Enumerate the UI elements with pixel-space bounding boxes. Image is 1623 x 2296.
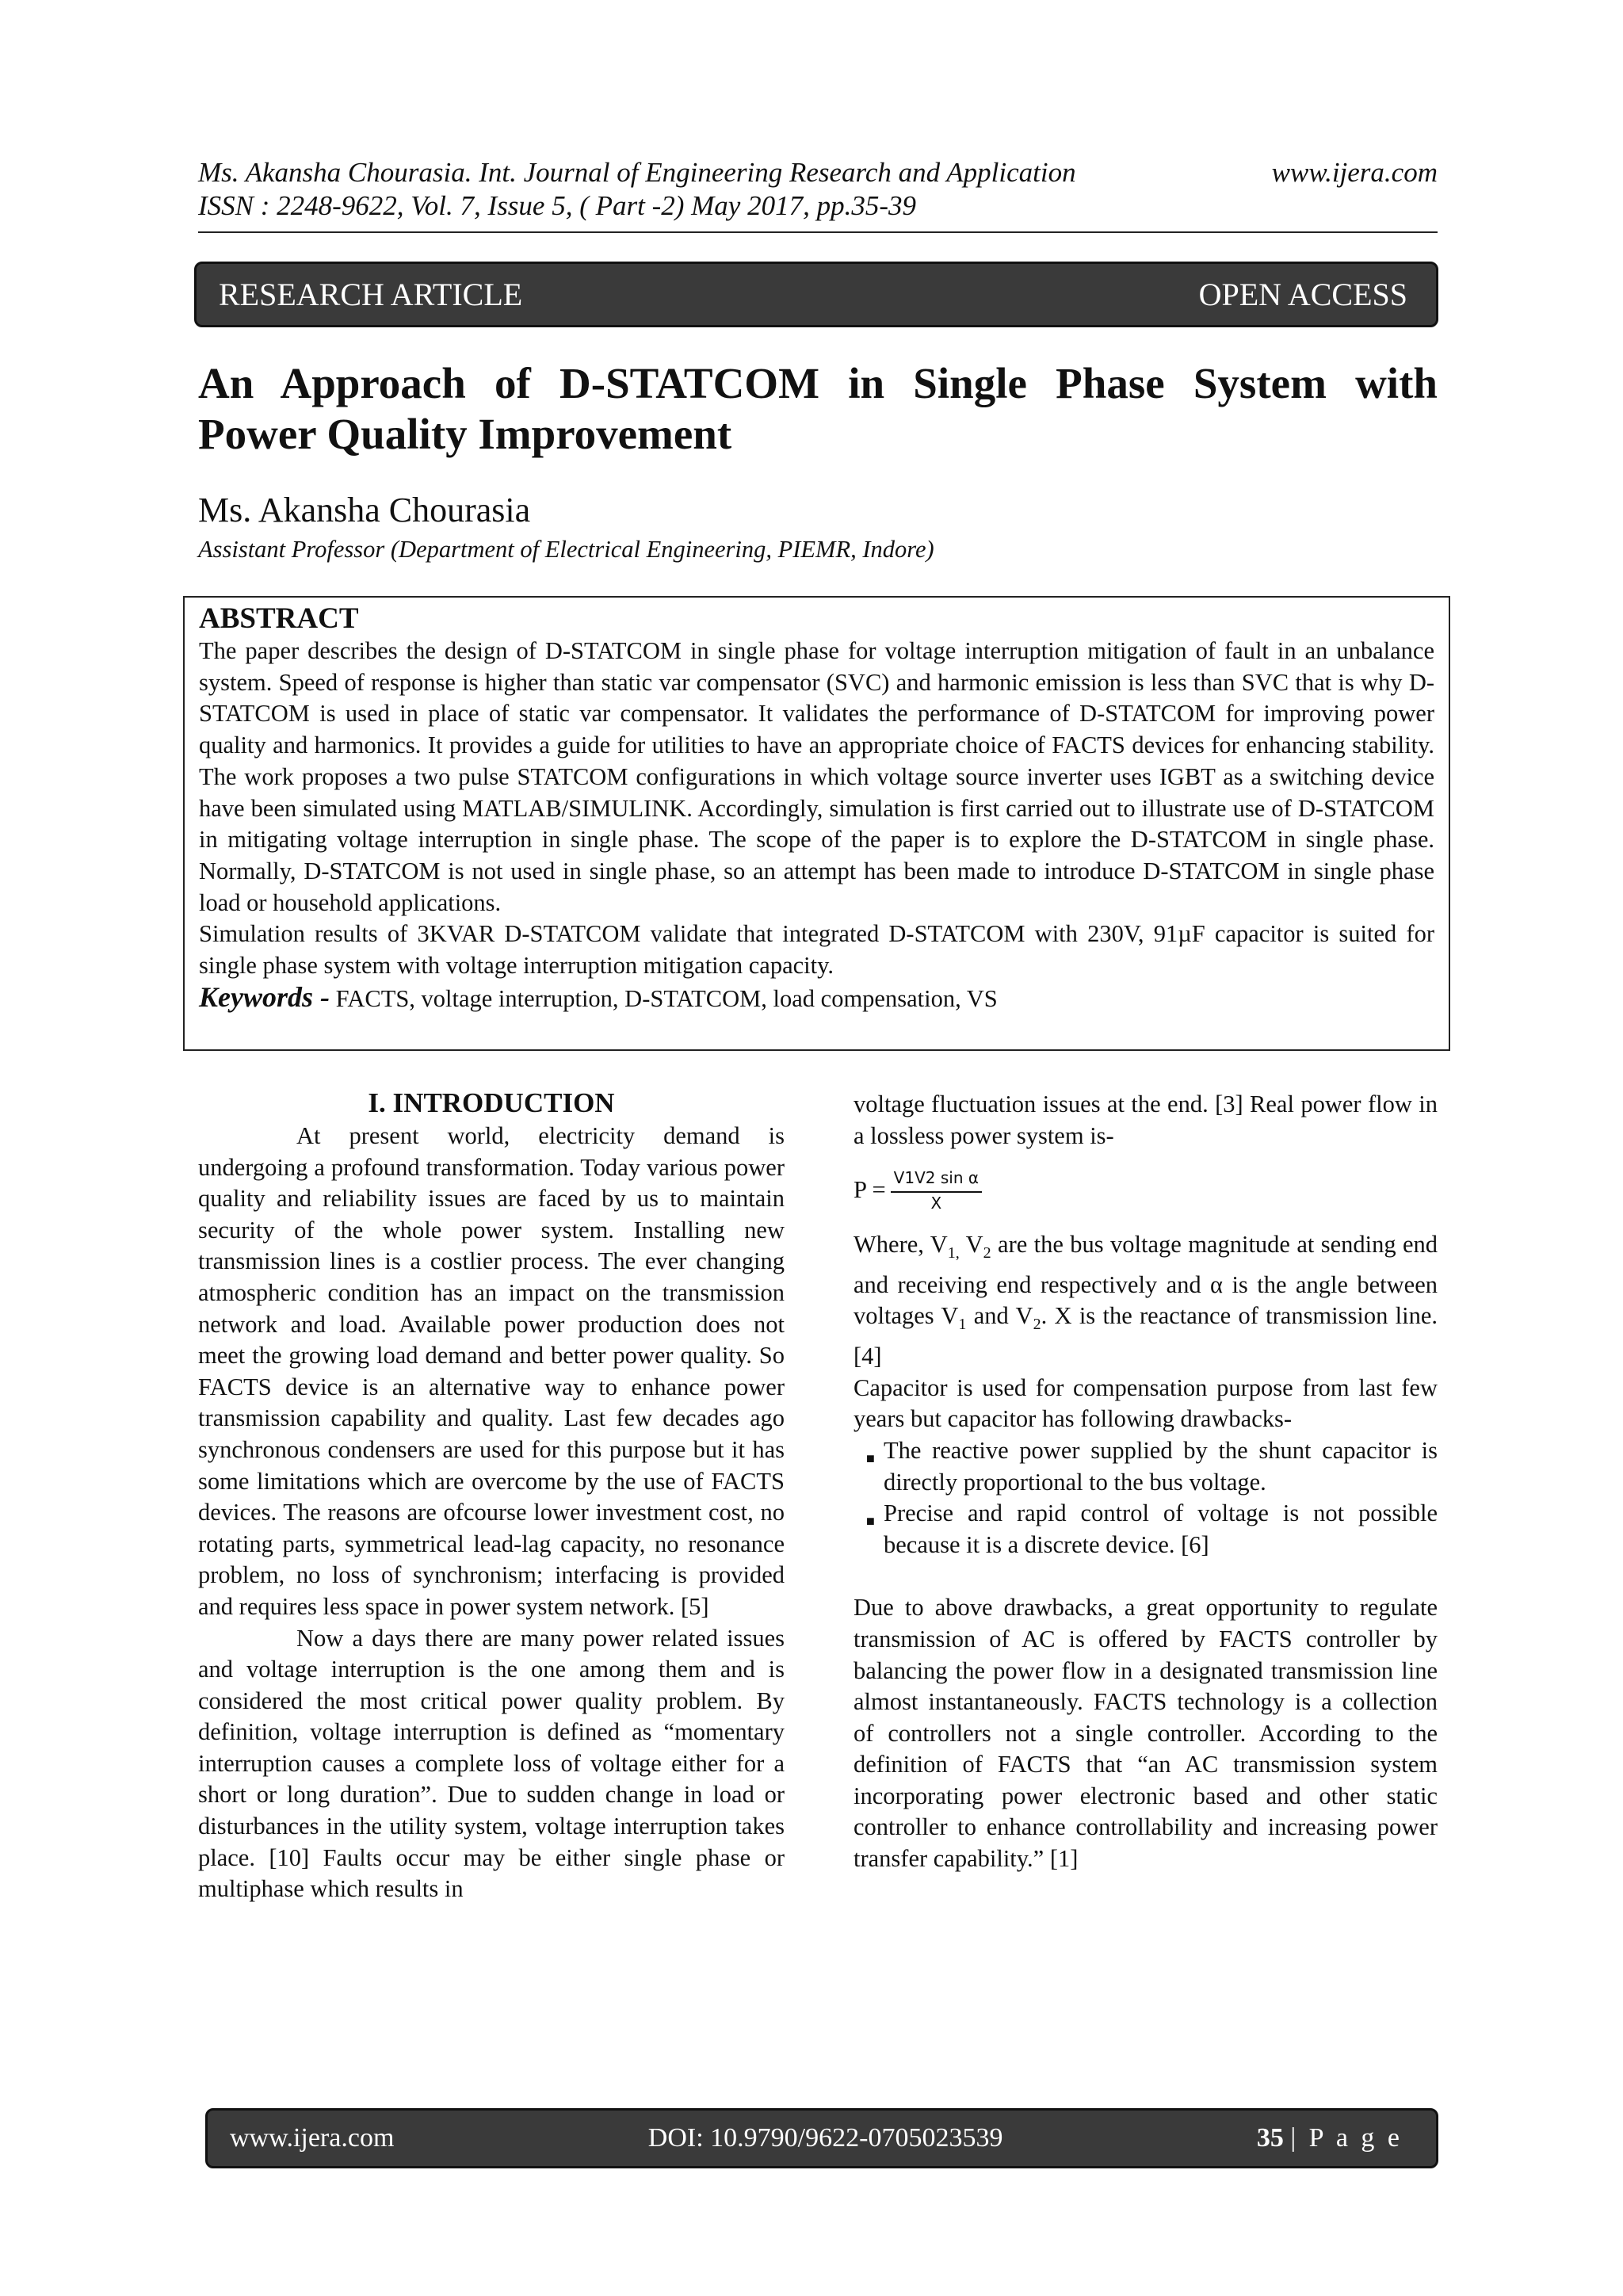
- section-heading-introduction: I. INTRODUCTION: [368, 1087, 615, 1118]
- bullet-icon: ■: [866, 1450, 875, 1466]
- right-paragraph-4: Due to above drawbacks, a great opportunity to regulate transmission of AC is offered by FACTS controller by balancing the power flow in a designated transmission line almost instantaneously. FACTS technology is a collection of controllers not a single controller. According to the definition of FACTS that “an AC transmission system incorporating power electronic based and other static controller to enhance controllability and increasing power transfer capability.” [1]: [854, 1594, 1438, 1873]
- right-column: [854, 1089, 1438, 1875]
- abstract-box: [183, 596, 1450, 1051]
- power-equation: [854, 1152, 1438, 1229]
- bullet-text-1: The reactive power supplied by the shunt capacitor is directly proportional to the bus voltage.: [884, 1436, 1438, 1496]
- paper-title: [198, 358, 1438, 460]
- title-line-1: An Approach of D-STATCOM in Single Phase System with: [198, 359, 1438, 407]
- journal-website[interactable]: www.ijera.com: [1271, 157, 1438, 188]
- title-line-2: Power Quality Improvement: [198, 410, 732, 458]
- equation-numerator: V1V2 sin α: [891, 1167, 982, 1193]
- equation-lhs: P =: [854, 1176, 886, 1204]
- left-column: [198, 1086, 785, 1905]
- keywords-line: [199, 982, 1434, 1015]
- journal-citation: Ms. Akansha Chourasia. Int. Journal of Engineering Research and Application: [198, 157, 1076, 188]
- keywords-label: Keywords -: [199, 980, 330, 1013]
- page-number: 35 | P a g e: [1256, 2123, 1403, 2153]
- abstract-simulation-paragraph: Simulation results of 3KVAR D-STATCOM validate that integrated D-STATCOM with 230V, 91µF capacitor is suited for single phase system with voltage interruption mitigation capacity.: [199, 920, 1434, 980]
- author-affiliation: Assistant Professor (Department of Electrical Engineering, PIEMR, Indore): [198, 536, 934, 563]
- article-banner: [194, 262, 1438, 327]
- keywords-text: FACTS, voltage interruption, D-STATCOM, load compensation, VS: [335, 984, 998, 1012]
- right-paragraph-3: Capacitor is used for compensation purpose from last few years but capacitor has following drawbacks-: [854, 1373, 1438, 1433]
- bullet-icon: ■: [866, 1513, 875, 1530]
- abstract-paragraph: The paper describes the design of D-STATCOM in single phase for voltage interruption mitigation of fault in an unbalance system. Speed of response is higher than static var compensator (SVC) and harmonic emission is less than SVC that is why D-STATCOM is used in place of static var compensator. It validates the performance of D-STATCOM for improving power quality and harmonics. It provides a guide for utilities to have an appropriate choice of FACTS devices for enhancing stability. The work proposes a two pulse STATCOM configurations in which voltage source inverter uses IGBT as a switching device have been simulated using MATLAB/SIMULINK. Accordingly, simulation is first carried out to illustrate use of D-STATCOM in mitigating voltage interruption in single phase. The scope of the paper is to explore the D-STATCOM in single phase. Normally, D-STATCOM is not used in single phase, so an attempt has been made to introduce D-STATCOM in single phase load or household applications.: [199, 637, 1434, 916]
- equation-fraction: [891, 1167, 982, 1213]
- list-item: [854, 1435, 1438, 1498]
- page-footer: [205, 2108, 1438, 2168]
- footer-website[interactable]: www.ijera.com: [230, 2123, 395, 2153]
- author-name: Ms. Akansha Chourasia: [198, 491, 531, 529]
- right-paragraph-1: voltage fluctuation issues at the end. [3] Real power flow in a lossless power system is-: [854, 1091, 1438, 1149]
- equation-denominator: X: [930, 1194, 942, 1213]
- bullet-text-2: Precise and rapid control of voltage is not possible because it is a discrete device. [6]: [884, 1499, 1438, 1558]
- intro-paragraph-1: At present world, electricity demand is undergoing a profound transformation. Today various power quality and reliability issues are faced by us to maintain security of the whole power system. Installing new transmission lines is a costlier process. The ever changing atmospheric condition has an impact on the transmission network and load. Available power production does not meet the growing load demand and better power quality. So FACTS device is an alternative way to enhance power transmission capability and quality. Last few decades ago synchronous condensers are used for this purpose but it has some limitations which are overcome by the use of FACTS devices. The reasons are ofcourse lower investment cost, no rotating parts, symmetrical lead-lag capacity, no resonance problem, no loss of synchronism; interfacing is provided and requires less space in power system network. [5]: [198, 1122, 785, 1620]
- abstract-heading: ABSTRACT: [199, 602, 359, 635]
- header-rule: [198, 231, 1438, 233]
- open-access-label: OPEN ACCESS: [1198, 277, 1407, 312]
- article-type-label: RESEARCH ARTICLE: [219, 277, 523, 312]
- where-paragraph: Where, $V_{1,}$ $V_2$ are the bus voltage magnitude at sending end and receiving end respectively and α is the angle between voltages $V_1$ and $V_2$. X is the reactance of transmission line. [4]: [854, 1231, 1438, 1370]
- list-item: [854, 1498, 1438, 1561]
- intro-paragraph-2: Now a days there are many power related issues and voltage interruption is the one among them and is considered the most critical power quality problem. By definition, voltage interruption is defined as “momentary interruption causes a complete loss of voltage either for a short or long duration”. Due to sudden change in load or disturbances in the utility system, voltage interruption takes place. [10] Faults occur may be either single phase or multiphase which results in: [198, 1624, 785, 1903]
- issn-line: ISSN : 2248-9622, Vol. 7, Issue 5, ( Part -2) May 2017, pp.35-39: [198, 190, 917, 221]
- footer-doi: DOI: 10.9790/9622-0705023539: [647, 2123, 1003, 2153]
